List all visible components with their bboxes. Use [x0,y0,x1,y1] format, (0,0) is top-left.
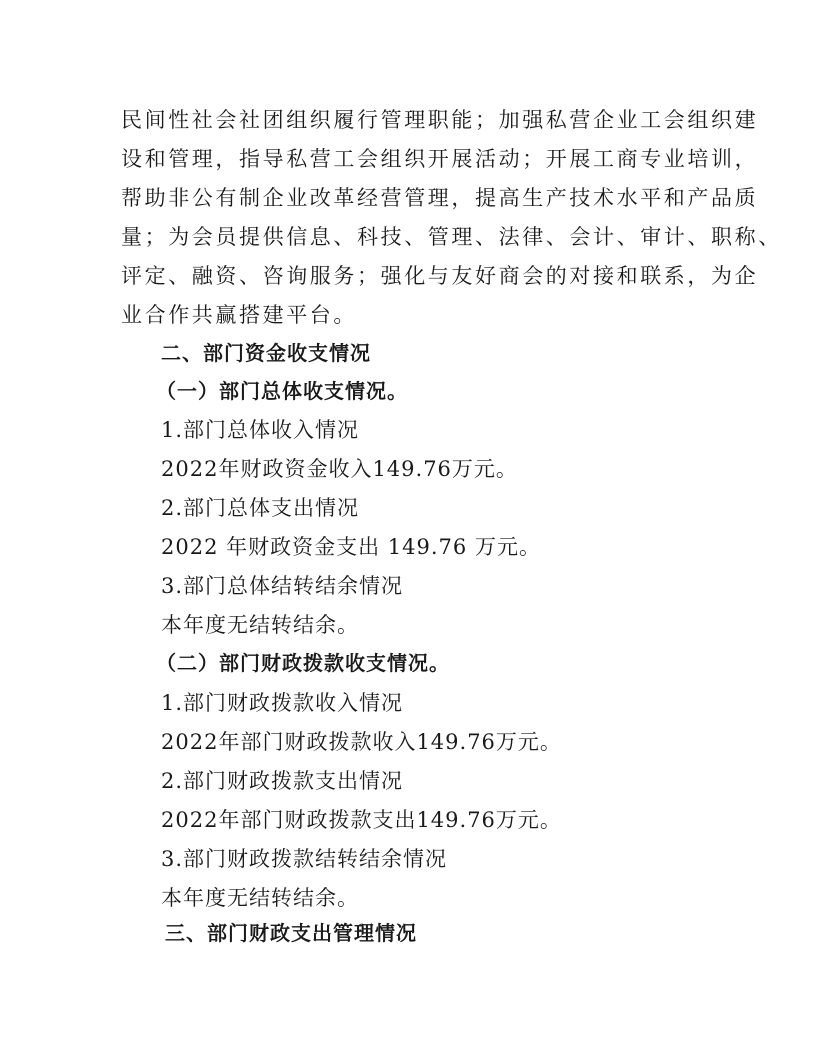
subsection-heading-2: （二）部门财政拨款收支情况。 [156,651,450,675]
item-text: 本年度无结转结余。 [161,613,359,637]
paragraph-line: 设和管理，指导私营工会组织开展活动；开展工商专业培训， [121,147,759,171]
paragraph-line: 评定、融资、咨询服务；强化与友好商会的对接和联系，为企 [121,264,759,288]
item-text: 2022年部门财政拨款收入149.76万元。 [161,730,562,754]
item-title: 3.部门总体结转结余情况 [161,574,404,598]
paragraph-line: 业合作共赢搭建平台。 [121,303,357,327]
item-text: 本年度无结转结余。 [161,886,359,910]
paragraph-line: 量；为会员提供信息、科技、管理、法律、会计、审计、职称、 [121,225,782,249]
item-text: 2022 年财政资金支出 149.76 万元。 [161,535,541,559]
item-text: 2022年部门财政拨款支出149.76万元。 [161,808,562,832]
item-title: 2.部门总体支出情况 [161,496,360,520]
paragraph-line: 帮助非公有制企业改革经营管理，提高生产技术水平和产品质 [121,186,759,210]
item-title: 3.部门财政拨款结转结余情况 [161,847,448,871]
item-title: 1.部门总体收入情况 [161,418,360,442]
subsection-heading-1: （一）部门总体收支情况。 [156,379,408,403]
section-heading-2: 二、部门资金收支情况 [161,341,371,365]
item-text: 2022年财政资金收入149.76万元。 [161,457,518,481]
item-title: 2.部门财政拨款支出情况 [161,769,404,793]
section-heading-3: 三、部门财政支出管理情况 [165,921,417,945]
item-title: 1.部门财政拨款收入情况 [161,691,404,715]
paragraph-line: 民间性社会社团组织履行管理职能；加强私营企业工会组织建 [121,108,759,132]
